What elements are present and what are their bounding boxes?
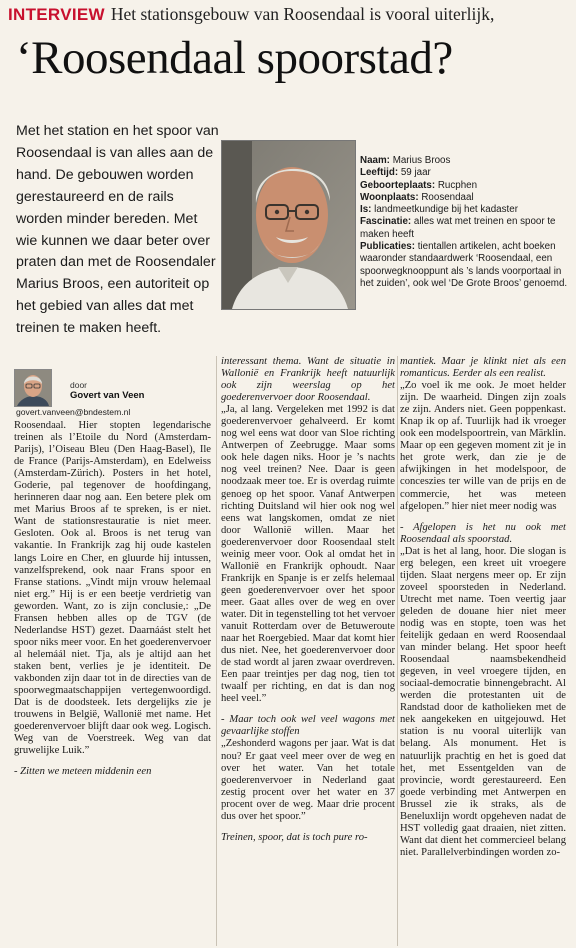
- profile-value: Roosendaal: [421, 191, 474, 203]
- paragraph-gap: [221, 823, 395, 832]
- article-column-2: [221, 356, 395, 844]
- byline-door: door: [70, 380, 88, 390]
- article-column-1: [14, 420, 211, 778]
- profile-value: Marius Broos: [392, 155, 451, 166]
- header-kicker-row: [8, 4, 570, 26]
- portrait-photo: [221, 140, 356, 310]
- interview-question: mantiek. Maar je klinkt niet als een romanticus. Eerder als een realist.: [400, 356, 566, 380]
- interview-question: Treinen, spoor, dat is toch pure ro-: [221, 831, 368, 843]
- column-divider: [397, 356, 398, 946]
- article-paragraph: „Ja, al lang. Vergeleken met 1992 is dat goederenvervoer gehalveerd. Er komt nog wel eens wat door van Sloe richting Antwerpen of Zeebrugge. Maar soms ook hele dagen niks. Hoor je ’s nachts nog veel treinen? Nee. Daar is geen noodzaak meer toe. Er is overdag ruimte genoeg op het spoor. Vanaf Antwerpen richting Duitsland wil hier ook nog wel eens wat langskomen, omdat ze niet door Wallonië willen. Maar het goederenvervoer door Roosendaal stelt weinig meer voor. Ook al omdat het in Wallonië en Frankrijk ophoudt. Naar Frankrijk en Spanje is er zelfs helemaal geen goederenvervoer over het spoor meer. Gaat alles over de weg en over water. Dit in tegenstelling tot het vervoer vanuit Rotterdam over de Betuweroute naar het Roergebied. Maar dat komt hier dus niet. Nee, het goederenvervoer door de stad wordt al jaren zwaar overdreven. Een paar treintjes per dag nog, tien tot twaalf per richting, en dat is dan nog heel veel.”: [221, 404, 395, 705]
- kicker-text: Het stationsgebouw van Roosendaal is vooral uiterlijk,: [110, 4, 495, 24]
- author-avatar-illustration: [15, 370, 51, 406]
- intro-paragraph: Met het station en het spoor van Roosendaal is van alles aan de hand. De gebouwen worden gerestaureerd en de rails worden minder bereden. Met wie kunnen we daar beter over praten dan met de Roosendaler Marius Broos, een autoriteit op het gebied van alles dat met treinen te maken heeft.: [16, 123, 219, 337]
- article-paragraph: „Dat is het al lang, hoor. Die slogan is erg belegen, een kreet uit vroegere tijden. Slaat nergens meer op. Er zijn zoveel spoorsteden in Nederland. Utrecht met name. Toen veertig jaar geleden de douane hier niet meer nodig was en stopte, toen was het feitelijk gedaan en werd Roosendaal van minder belang. Het spoor heeft Roosendaal naamsbekendheid gegeven, in veel vroegere tijden, en sociaal-democratie binnengebracht. Al werden die protestanten uit de Randstad door de katholieken met de nek aangekeken en uitgejouwd. Het station is nu vooral uiterlijk van belang. Als monument. Het is natuurlijk prachtig en het is goed dat het, met Essentgelden van de provincie, wordt gerestaureerd. Een goede verbinding met Antwerpen en Brussel zie ik straks, als de Beneluxlijn wordt opgeheven nadat de HST volledig gaat draaien, niet zitten. Want dat dient het commercieel belang niet. Parallelverbindingen worden zo-: [400, 545, 566, 858]
- profile-row: [360, 167, 574, 179]
- paragraph-gap: [400, 513, 566, 522]
- profile-row: [360, 155, 574, 167]
- profile-row: [360, 216, 574, 241]
- profile-label: Is:: [360, 204, 372, 216]
- kicker-label: INTERVIEW: [8, 5, 105, 24]
- profile-value: Rucphen: [437, 179, 478, 191]
- profile-facts: [360, 155, 574, 290]
- article-column-3: [400, 356, 566, 859]
- article-paragraph: „Zeshonderd wagons per jaar. Wat is dat nou? Er gaat veel meer over de weg en over het water. Van het totale goederenvervoer in Nederland gaat zestig procent over het water en 37 procent over de weg. Maar drie procent dus over het spoor.”: [221, 738, 395, 822]
- profile-value: landmeetkundige bij het kadaster: [374, 204, 518, 216]
- author-avatar: [14, 369, 52, 407]
- interview-question: - Zitten we meteen middenin een: [14, 766, 152, 778]
- portrait-illustration: [222, 141, 355, 309]
- column-divider: [216, 356, 217, 946]
- interview-question: - Maar toch ook wel veel wagons met gevaarlijke stoffen: [221, 714, 395, 738]
- byline: [14, 369, 210, 417]
- profile-value: 59 jaar: [400, 167, 431, 179]
- profile-label: Fascinatie:: [360, 216, 412, 228]
- profile-label: Leeftijd:: [360, 167, 399, 179]
- profile-row: [360, 241, 574, 290]
- profile-value: tientallen artikelen, acht boeken waaronder standaardwerk ‘Roosendaal, een spoorwegknooppunt als ’s lands voorportaal in het zuiden’, ook wel ‘De Grote Broos’ genoemd.: [360, 241, 568, 289]
- author-name: Govert van Veen: [70, 390, 145, 401]
- article-paragraph: „Zo voel ik me ook. Je moet helder zijn. De waarheid. Dingen zijn zoals ze zijn. Anders niet. Geen poppenkast. Knap ik op af. Tuurlijk had ik vroeger ook een modelspoortrein, van Märklin. Maar op een gegeven moment zit je in het grote werk, dan zie je de afwijkingen in het modelspoor, de conceszies ter wille van de prijs en de commercie, het was meteen afgelopen.” hier niet meer nodig was: [400, 380, 566, 512]
- paragraph-gap: [221, 705, 395, 714]
- interview-question: interessant thema. Want de situatie in Wallonië en Frankrijk heeft natuurlijk ook zijn weerslag op het goederenvervoer door Roosendaal.: [221, 356, 395, 404]
- profile-row: [360, 204, 574, 216]
- article-paragraph: Roosendaal. Hier stopten legendarische treinen als l’Etoile du Nord (Amsterdam-Parijs), l’Oiseau Bleu (Den Haag-Basel), Ile de France (Parijs-Amsterdam), en Edelweiss (Amsterdam-Zürich). Posters in het hotel, Goderie, pal tegenover de hoofdingang, herinneren daar nog aan. Een betere plek om met Marius Broos af te spreken, is er niet. Want de stationsrestauratie is niet meer. Gesloten. Ook al. Broos is net terug van vakantie. In Frankrijk zag hij oude kastelen langs Loire en Cher, en gluurde hij intussen, vanzelfsprekend, ook naar Frans spoor en Franse stations. „Vindt mijn vrouw helemaal niet erg.” Hij is er een beetje verdrietig van geworden. Want, zo is zijn conclusie,: „De Fransen hebben alles op de TGV (de Nederlandse HST) gezet. Daarnáást stelt het spoor niks meer voor. En het goederenvervoer al helemáál niet. Tja, als je altijd aan het staken bent, verlies je je identiteit. De vakbonden zijn daar tot in de directies van de spoorwegmaatschappijen vertegenwoordigd. Dat is de doodsteek. Iets dergelijks zie je trouwens in België, Wallonië met name. Het goederenvervoer blijft daar ook weg. Logisch. Weg van de Voerstreek. Weg van dat gruwelijke Luik.”: [14, 420, 211, 757]
- profile-label: Woonplaats:: [360, 191, 419, 203]
- profile-value: alles wat met treinen en spoor te maken heeft: [360, 216, 556, 240]
- profile-label: Naam:: [360, 155, 390, 166]
- author-email[interactable]: govert.vanveen@bndestem.nl: [16, 407, 131, 417]
- profile-row: [360, 180, 574, 192]
- headline: ‘Roosendaal spoorstad?: [16, 32, 453, 84]
- profile-label: Geboorteplaats:: [360, 179, 436, 191]
- profile-row: [360, 192, 574, 204]
- paragraph-gap: [14, 757, 211, 766]
- profile-label: Publicaties:: [360, 241, 415, 253]
- interview-question: - Afgelopen is het nu ook met Roosendaal als spoorstad.: [400, 521, 566, 545]
